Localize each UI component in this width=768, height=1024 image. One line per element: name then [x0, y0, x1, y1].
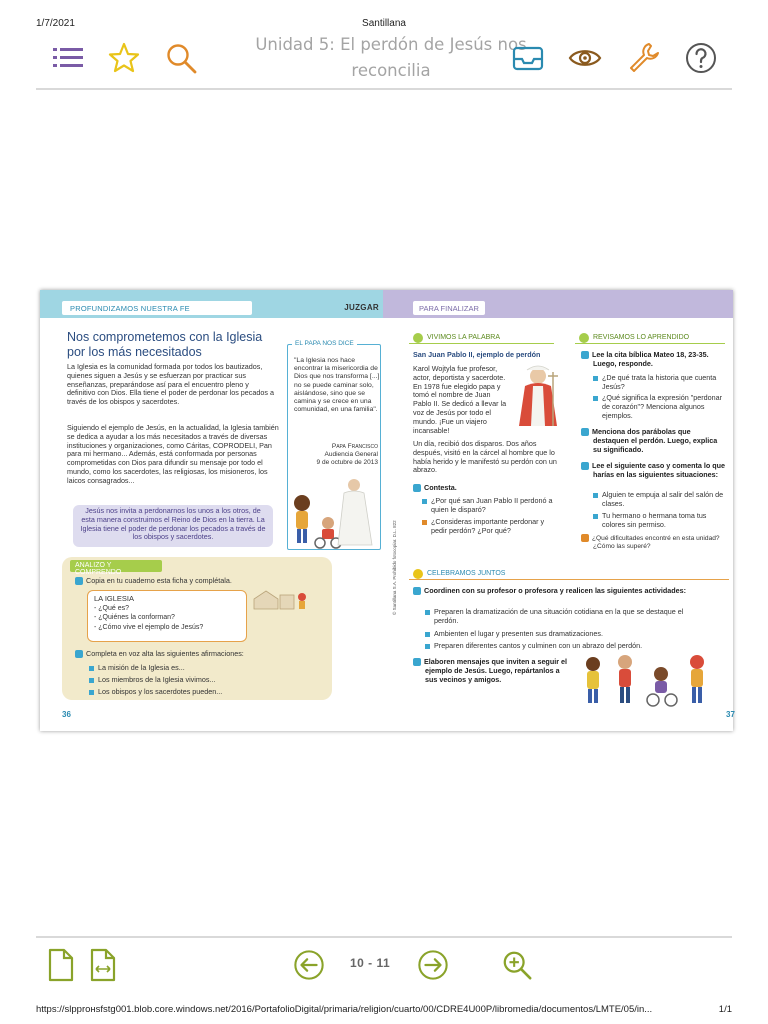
card-item-2: - ¿Quiénes la conforman?	[94, 614, 175, 621]
juzgar-tag: JUZGAR	[344, 303, 379, 312]
fit-width-page-icon[interactable]	[86, 946, 120, 984]
pope-john-paul-illustration	[513, 362, 563, 428]
metacognition-marker	[581, 534, 589, 542]
rev-question-3	[581, 462, 727, 480]
bullet-marker	[422, 499, 427, 504]
celebration-icon	[413, 569, 423, 579]
star-icon[interactable]	[106, 40, 142, 76]
right-page	[383, 290, 733, 731]
book-spread	[40, 290, 733, 731]
wrench-tools-icon[interactable]	[626, 40, 662, 76]
rev-q1-item-2	[593, 394, 727, 420]
contesta-text: Contesta.	[424, 483, 457, 492]
print-footer	[36, 1004, 732, 1018]
rev-q3-item-1	[593, 491, 727, 509]
contesta-item-2	[421, 518, 556, 536]
section-label-left: PROFUNDIZAMOS NUESTRA FE	[62, 301, 252, 315]
bullet-marker	[593, 376, 598, 381]
cel-item-text: Ambienten el lugar y presenten sus dramatizaciones.	[434, 629, 603, 638]
papa-source-name: Papa Francisco	[331, 443, 378, 450]
print-url: https://slpprонsfstg001.blob.core.windows.net/2016/PortafolioDigital/primaria/religion/cuarto/00/CDRE4U00P/libromedia/documentos/LMTE/05/in...	[36, 1004, 653, 1015]
bullet-marker	[593, 493, 598, 498]
celebramos-label: CELEBRAMOS JUNTOS	[427, 570, 506, 577]
rev-q1-item-text: ¿De qué trata la historia que cuenta Jesús?	[602, 373, 717, 391]
rev-question-1	[581, 351, 727, 369]
revisamos-label: REVISAMOS LO APRENDIDO	[593, 334, 690, 341]
cel-question-2-text: Elaboren mensajes que inviten a seguir el ejemplo de Jesús. Luego, repártanlos a sus vecinos y amigos.	[424, 657, 568, 684]
papa-source	[292, 443, 378, 467]
rev-question-2	[581, 428, 727, 454]
cel-question-1-text: Coordinen con su profesor o profesora y realicen las siguientes actividades:	[424, 586, 687, 595]
bullet-marker	[593, 514, 598, 519]
rev-question-1-text: Lee la cita bíblica Mateo 18, 23-35. Luego, responde.	[592, 350, 709, 368]
question-number-marker	[413, 587, 421, 595]
cel-item-text: Preparen diferentes cantos y culminen con un abrazo del perdón.	[434, 641, 643, 650]
church-illustration	[250, 585, 316, 611]
print-header	[36, 18, 732, 32]
jesus-invites-callout: Jesús nos invita a perdonarnos los unos a los otros, de esta manera construimos el Reino de Dios en la tierra. La Iglesia tiene el poder de perdonar los pecados a través de los obispos y sacerdotes.	[73, 505, 273, 547]
opinion-bullet-marker	[422, 520, 427, 525]
question-number-marker	[413, 484, 421, 492]
left-page	[40, 290, 383, 731]
q2-item-text: Los miembros de la Iglesia vivimos...	[98, 675, 216, 684]
rev-q3-item-2	[593, 512, 727, 530]
page-range-indicator: 10 - 11	[350, 956, 391, 970]
copyright-notice: © Santillana S.A. Prohibido fotocopiar. D.L. 822	[392, 520, 397, 615]
cel-item-1	[425, 608, 695, 626]
celebramos-header	[409, 568, 729, 580]
inbox-tray-icon[interactable]	[510, 40, 546, 76]
rev-question-4	[581, 534, 727, 551]
contesta-item-text: ¿Por qué san Juan Pablo II perdonó a quien le disparó?	[431, 496, 553, 514]
revisamos-header	[575, 332, 725, 344]
papa-nos-dice-box	[287, 340, 381, 550]
question-1	[75, 576, 232, 585]
print-page-count: 1/1	[718, 1004, 732, 1015]
previous-page-arrow-icon[interactable]	[292, 946, 326, 984]
reader-footer-bar	[36, 936, 732, 996]
vivimos-header	[409, 332, 554, 344]
card-item-3: - ¿Cómo vive el ejemplo de Jesús?	[94, 623, 204, 631]
rev-q1-item-text: ¿Qué significa la expresión "perdonar de corazón"? Menciona algunos ejemplos.	[602, 393, 723, 420]
bullet-marker	[425, 644, 430, 649]
cel-question-2	[413, 658, 573, 684]
la-iglesia-card	[87, 590, 247, 642]
card-item-1: - ¿Qué es?	[94, 604, 130, 612]
bullet-marker	[593, 396, 598, 401]
single-page-icon[interactable]	[44, 946, 78, 984]
papa-box-title: EL PAPA NOS DICE	[292, 340, 357, 347]
left-paragraph-1: La Iglesia es la comunidad formada por todos los bautizados, quienes siguen a Jesús y se esfuerzan por practicar sus enseñanzas, preparándose así para el encuentro pleno y definitivo con Dios. Ella tiene el poder de perdonar los pecados a través de los obispos y sacerdotes.	[67, 362, 274, 407]
left-paragraph-2: Siguiendo el ejemplo de Jesús, en la actualidad, la Iglesia también se dedica a ayudar a los más necesitados a través de diversas instituciones y organizaciones, como Cáritas, COPRODELI, Pan para mi hermano... Además, está conformada por personas comprometidas con Dios para difundir su mensaje por todo el mundo, como los sacerdotes, las religiosas, los misioneros, los laicos consagrados...	[67, 423, 279, 485]
analizo-y-comprendo-box	[62, 557, 332, 700]
question-number-marker	[75, 577, 83, 585]
zoom-in-icon[interactable]	[500, 946, 534, 984]
vivimos-text-2: Un día, recibió dos disparos. Dos años después, visitó en la cárcel al hombre que lo había herido y le manifestó su perdón con un abrazo.	[413, 439, 557, 475]
print-site-title: Santillana	[362, 18, 406, 29]
contesta-item-1	[421, 497, 556, 515]
vivimos-label: VIVIMOS LA PALABRA	[427, 334, 501, 341]
search-icon[interactable]	[163, 40, 199, 76]
papa-source-line1: Audiencia General	[324, 451, 378, 458]
document-title: Unidad 5: El perdón de Jesús nos reconcilia	[255, 35, 527, 80]
question-number-marker	[581, 462, 589, 470]
cel-item-2	[425, 630, 695, 639]
vivimos-text-1: Karol Wojtyla fue profesor, actor, deportista y sacerdote. En 1978 fue elegido papa y tomó el nombre de Juan Pablo II. Se dedicó a llevar la voz de Jesús por todo el mundo. ¡Fue un viajero incansable!	[413, 364, 507, 435]
cel-item-3	[425, 642, 695, 651]
vivimos-heading: San Juan Pablo II, ejemplo de perdón	[413, 350, 541, 359]
rev-question-2-text: Menciona dos parábolas que destaquen el perdón. Luego, explica su significado.	[592, 427, 718, 454]
rev-q3-item-text: Alguien te empuja al salir del salón de clases.	[602, 490, 724, 508]
bullet-marker	[89, 666, 94, 671]
section-label-right: PARA FINALIZAR	[413, 301, 485, 315]
eye-view-icon[interactable]	[567, 40, 603, 76]
page-number-left: 36	[62, 710, 71, 719]
rev-q1-item-1	[593, 374, 727, 392]
q2-item-1	[89, 663, 185, 672]
rev-question-3-text: Lee el siguiente caso y comenta lo que harías en las siguientes situaciones:	[592, 461, 726, 479]
q2-item-3	[89, 687, 222, 696]
contesta-question	[413, 484, 563, 493]
next-page-arrow-icon[interactable]	[416, 946, 450, 984]
reader-toolbar	[36, 34, 732, 90]
print-date: 1/7/2021	[36, 18, 75, 29]
question-2	[75, 649, 244, 658]
question-number-marker	[581, 351, 589, 359]
q2-item-text: Los obispos y los sacerdotes pueden...	[98, 687, 223, 696]
children-celebrating-illustration	[579, 652, 729, 708]
page-number-right: 37	[726, 710, 735, 719]
q2-item-text: La misión de la Iglesia es...	[98, 663, 185, 672]
analizo-label: ANALIZO Y COMPRENDO	[70, 560, 162, 572]
help-question-icon[interactable]	[683, 40, 719, 76]
papa-quote: "La Iglesia nos hace encontrar la misericordia de Dios que nos transforma [...] no se puede caminar solo, aislándose, sino que se camina y se crece en una comunidad, en una familia".	[294, 357, 380, 414]
pope-with-children-illustration	[288, 473, 382, 549]
q2-item-2	[89, 675, 215, 684]
left-page-heading: Nos comprometemos con la Iglesia por los más necesitados	[67, 330, 263, 359]
papa-source-line2: 9 de octubre de 2013	[316, 459, 378, 466]
question-number-marker	[413, 658, 421, 666]
check-icon	[579, 333, 589, 343]
cel-item-text: Preparen la dramatización de una situación cotidiana en la que se destaque el perdón.	[434, 607, 684, 625]
contesta-item-text: ¿Consideras importante perdonar y pedir perdón? ¿Por qué?	[431, 517, 545, 535]
cel-question-1	[413, 587, 713, 596]
card-title: LA IGLESIA	[94, 594, 135, 603]
rev-question-4-text: ¿Qué dificultades encontré en esta unidad? ¿Cómo las superé?	[592, 534, 720, 550]
bullet-marker	[425, 610, 430, 615]
rev-q3-item-text: Tu hermano o hermana toma tus colores sin permiso.	[602, 511, 707, 529]
bullet-marker	[425, 632, 430, 637]
question-number-marker	[75, 650, 83, 658]
heart-hands-icon	[413, 333, 423, 343]
menu-list-icon[interactable]	[50, 40, 86, 76]
bullet-marker	[89, 690, 94, 695]
question-2-text: Completa en voz alta las siguientes afirmaciones:	[86, 649, 244, 658]
bullet-marker	[89, 678, 94, 683]
question-1-text: Copia en tu cuaderno esta ficha y complétala.	[86, 576, 232, 585]
question-number-marker	[581, 428, 589, 436]
